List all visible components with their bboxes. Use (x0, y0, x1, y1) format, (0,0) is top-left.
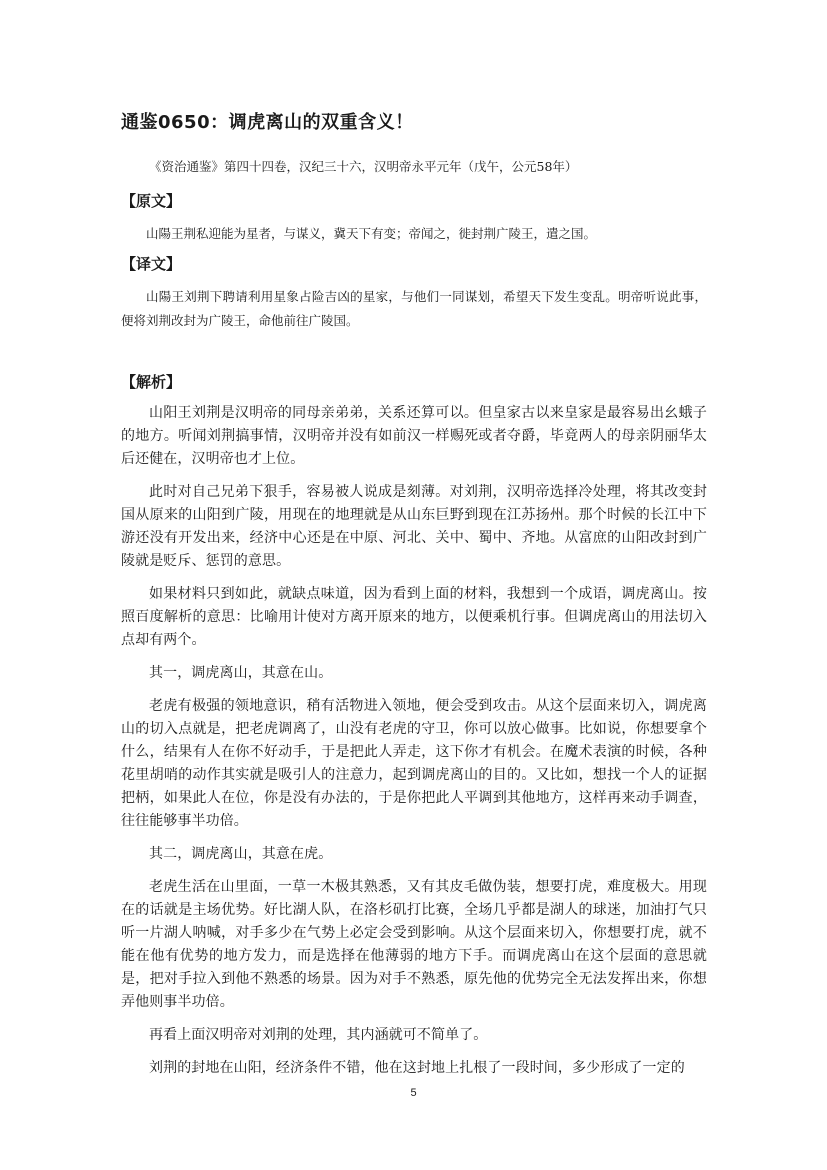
source-citation: 《资治通鉴》第四十四卷，汉纪三十六，汉明帝永平元年（戊午，公元58年） (149, 159, 578, 174)
analysis-paragraph: 山阳王刘荆是汉明帝的同母亲弟弟，关系还算可以。但皇家古以来皇家是最容易出幺蛾子的地方。听闻刘荆搞事情，汉明帝并没有如前汉一样赐死或者夺爵，毕竟两人的母亲阴丽华太后还健在，汉明帝也才上位。 (121, 405, 707, 467)
analysis-body (121, 402, 707, 1090)
document-page (121, 0, 707, 1170)
original-heading: 【原文】 (121, 192, 182, 210)
analysis-paragraph: 老虎有极强的领地意识，稍有活物进入领地，便会受到攻击。从这个层面来切入，调虎离山的切入点就是，把老虎调离了，山没有老虎的守卫，你可以放心做事。比如说，你想要拿个什么，结果有人在你不好动手，于是把此人弄走，这下你才有机会。在魔术表演的时候，各种花里胡哨的动作其实就是吸引人的注意力，起到调虎离山的目的。又比如，想找一个人的证据把柄，如果此人在位，你是没有办法的，于是你把此人平调到其他地方，这样再来动手调查，往往能够事半功倍。 (121, 698, 707, 829)
analysis-heading: 【解析】 (121, 373, 182, 391)
analysis-paragraph: 刘荆的封地在山阳，经济条件不错，他在这封地上扎根了一段时间，多少形成了一定的 (149, 1060, 685, 1076)
analysis-paragraph: 其二，调虎离山，其意在虎。 (149, 846, 333, 862)
page-number: 5 (410, 1087, 417, 1099)
analysis-paragraph: 其一，调虎离山，其意在山。 (149, 665, 333, 681)
translation-text: 山陽王刘荆下聘请利用星象占险吉凶的星家，与他们一同谋划，希望天下发生变乱。明帝听说此事，便将刘荆改封为广陵王，命他前往广陵国。 (121, 289, 707, 328)
analysis-paragraph: 老虎生活在山里面，一草一木极其熟悉，又有其皮毛做伪装，想要打虎，难度极大。用现在的话就是主场优势。好比湖人队，在洛杉矶打比赛，全场几乎都是湖人的球迷，加油打气只听一片湖人呐喊，对手多少在气势上必定会受到影响。从这个层面来切入，你想要打虎，就不能在他有优势的地方发力，而是选择在他薄弱的地方下手。而调虎离山在这个层面的意思就是，把对手拉入到他不熟悉的场景。因为对手不熟悉，原先他的优势完全无法发挥出来，你想弄他则事半功倍。 (121, 879, 707, 1010)
analysis-paragraph: 再看上面汉明帝对刘荆的处理，其内涵就可不简单了。 (149, 1027, 488, 1043)
analysis-paragraph: 此时对自己兄弟下狠手，容易被人说成是刻薄。对刘荆，汉明帝选择冷处理，将其改变封国从原来的山阳到广陵，用现在的地理就是从山东巨野到现在江苏扬州。那个时候的长江中下游还没有开发出来，经济中心还是在中原、河北、关中、蜀中、齐地。从富庶的山阳改封到广陵就是贬斥、惩罚的意思。 (121, 484, 707, 569)
analysis-paragraph: 如果材料只到如此，就缺点味道，因为看到上面的材料，我想到一个成语，调虎离山。按照百度解析的意思：比喻用计使对方离开原来的地方，以便乘机行事。但调虎离山的用法切入点却有两个。 (121, 586, 707, 648)
translation-heading: 【译文】 (121, 255, 182, 273)
original-text: 山陽王荆私迎能为星者，与谋义，冀天下有变；帝闻之，徙封荆广陵王，遣之国。 (146, 226, 597, 241)
article-title: 通鉴0650：调虎离山的双重含义！ (121, 112, 414, 133)
